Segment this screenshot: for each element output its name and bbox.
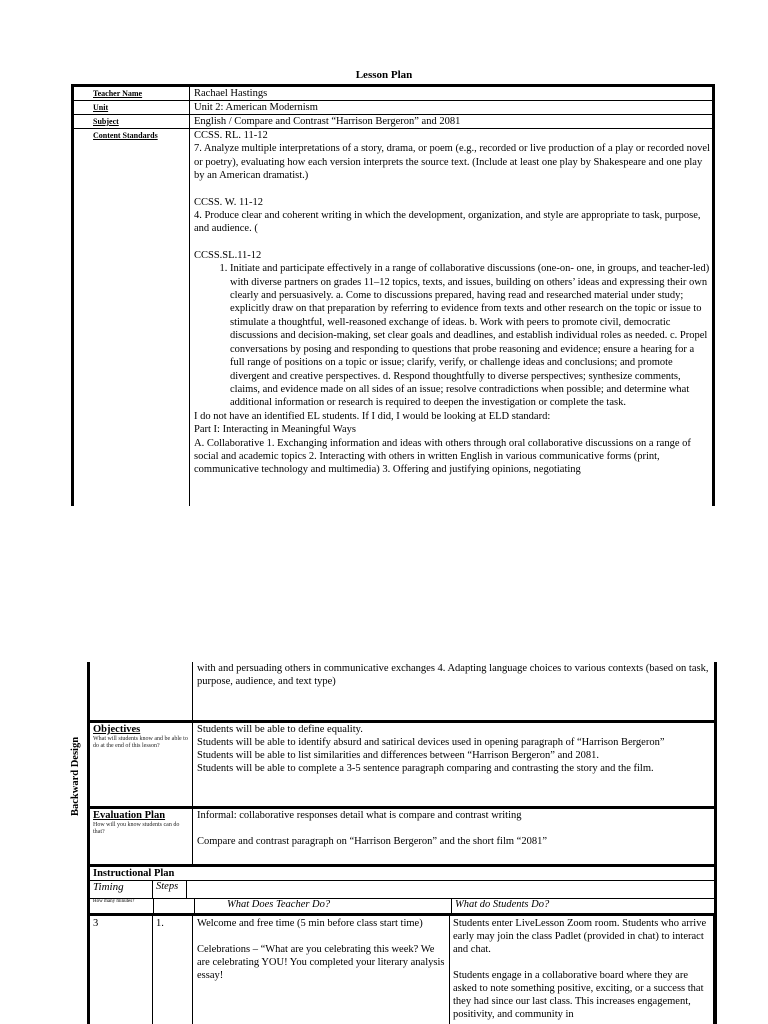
column-headers (90, 899, 714, 916)
continued-row (90, 662, 714, 723)
teacher-label: Teacher Name (74, 87, 190, 100)
objectives-subtext: What will students know and be able to do at the end of this lesson? (93, 736, 188, 749)
standard-2-text: 4. Produce clear and coherent writing in which the development, organization, and style are appropriate to task, purpose, and audience. ( (194, 210, 701, 235)
instructional-plan-heading: Instructional Plan (90, 867, 714, 881)
teacher-column-header: What Does Teacher Do? (195, 899, 452, 913)
objective-item: Students will be able to list similarities and differences between “Harrison Bergeron” and 2081. (197, 750, 600, 761)
subject-row (74, 115, 712, 129)
eld-part-text: A. Collaborative 1. Exchanging information and ideas with others through oral collaborative discussions on a range of social and academic topics 2. Interacting with others in written English in various communicative forms (print, communicative technology and multimedia) 3. Offering and justifying opinions, negotiating (194, 437, 691, 476)
standard-2-code: CCSS. W. 11-12 (194, 196, 264, 208)
standard-3-item: 1. Initiate and participate effectively in a range of collaborative discussions (one-on- one, in groups, and teacher-led) with diverse partners on grades 11–12 topics, texts, and issues, building on others’ ideas and expressing their own clearly and persuasively. a. Come to discussions prepared, having read and researched material under study; explicitly draw on that preparation by referring to evidence from texts and other research on the topic or issue to stimulate a thoughtful, well-reasoned exchange of ideas. b. Work with peers to promote civil, democratic discussions and decision-making, set clear goals and deadlines, and establish individual roles as needed. c. Propel conversations by posing and responding to questions that probe reasoning and evidence; ensure a hearing for a full range of positions on a topic or issue; clarify, verify, or challenge ideas and conclusions; and promote divergent and creative perspectives. d. Respond thoughtfully to diverse perspectives; synthesize comments, claims, and evidence made on all sides of an issue; resolve contradictions when possible; and determine what additional information or research is required to deepen the investigation or complete the task. (230, 262, 710, 409)
steps-label: Steps (153, 881, 187, 898)
objective-item: Students will be able to define equality. (197, 724, 363, 735)
backward-design-label: Backward Design (70, 736, 81, 816)
unit-label: Unit (74, 101, 190, 114)
objective-item: Students will be able to identify absurd and satirical devices used in opening paragraph of “Harrison Bergeron” (197, 737, 665, 748)
teacher-value: Rachael Hastings (194, 88, 268, 99)
objectives-row (90, 723, 714, 809)
teacher-action-text: Celebrations – “What are you celebrating this week? We are celebrating YOU! You completed your literary analysis essay! (197, 944, 445, 981)
lesson-info-table (71, 84, 715, 506)
student-actions (450, 916, 714, 1024)
unit-row (74, 101, 712, 115)
subject-label: Subject (74, 115, 190, 128)
evaluation-label: Evaluation Plan (93, 810, 166, 821)
teacher-actions (193, 916, 450, 1024)
evaluation-informal: Informal: collaborative responses detail what is compare and contrast writing (197, 810, 522, 821)
plan-row (90, 916, 714, 1024)
el-note: I do not have an identified EL students. If I did, I would be looking at ELD standard: (194, 410, 551, 422)
plan-step: 1. (153, 916, 193, 1024)
unit-value: Unit 2: American Modernism (194, 102, 318, 113)
student-action-text: Students engage in a collaborative board where they are asked to note something positive, exciting, or a success that they had since our last class. This increases engagement, positivity, and community in (453, 970, 704, 1020)
objectives-list (193, 723, 667, 806)
lesson-plan-table-continued (87, 662, 717, 1024)
teacher-row (74, 87, 712, 101)
standards-value (190, 129, 712, 506)
objectives-label: Objectives (93, 724, 141, 735)
evaluation-formal: Compare and contrast paragraph on “Harrison Bergeron” and the short film “2081” (197, 836, 547, 847)
evaluation-row (90, 809, 714, 867)
students-column-header: What do Students Do? (455, 899, 550, 910)
standard-1-code: CCSS. RL. 11-12 (194, 130, 268, 141)
subject-value: English / Compare and Contrast “Harrison Bergeron” and 2081 (194, 116, 461, 127)
standards-label: Content Standards (74, 129, 190, 506)
evaluation-value (193, 809, 549, 864)
eld-part-title: Part I: Interacting in Meaningful Ways (194, 424, 356, 436)
standard-1-text: 7. Analyze multiple interpretations of a story, drama, or poem (e.g., recorded or live production of a play or recorded novel or poetry), evaluating how each version interprets the source text. (Include at least one play by Shakespeare and one play by an American dramatist.) (194, 143, 710, 182)
teacher-action-text: Welcome and free time (5 min before class start time) (197, 918, 423, 929)
standard-3-list (194, 262, 710, 409)
timing-subtext: How many minutes? (93, 899, 135, 904)
page-title: Lesson Plan (355, 69, 413, 81)
student-action-text: Students enter LiveLesson Zoom room. Students who arrive early may join the class Padlet (provided in chat) to interact and chat. (453, 918, 707, 955)
continued-text: with and persuading others in communicative exchanges 4. Adapting language choices to various contexts (based on task, purpose, audience, and text type) (197, 663, 709, 687)
timing-steps-row (90, 881, 714, 899)
standards-row (74, 129, 712, 506)
timing-label: Timing (93, 881, 124, 893)
objective-item: Students will be able to complete a 3-5 sentence paragraph comparing and contrasting the story and the film. (197, 763, 654, 774)
standard-3-code: CCSS.SL.11-12 (194, 249, 262, 261)
evaluation-subtext: How will you know students can do that? (93, 822, 180, 835)
plan-minutes: 3 (90, 916, 153, 1024)
